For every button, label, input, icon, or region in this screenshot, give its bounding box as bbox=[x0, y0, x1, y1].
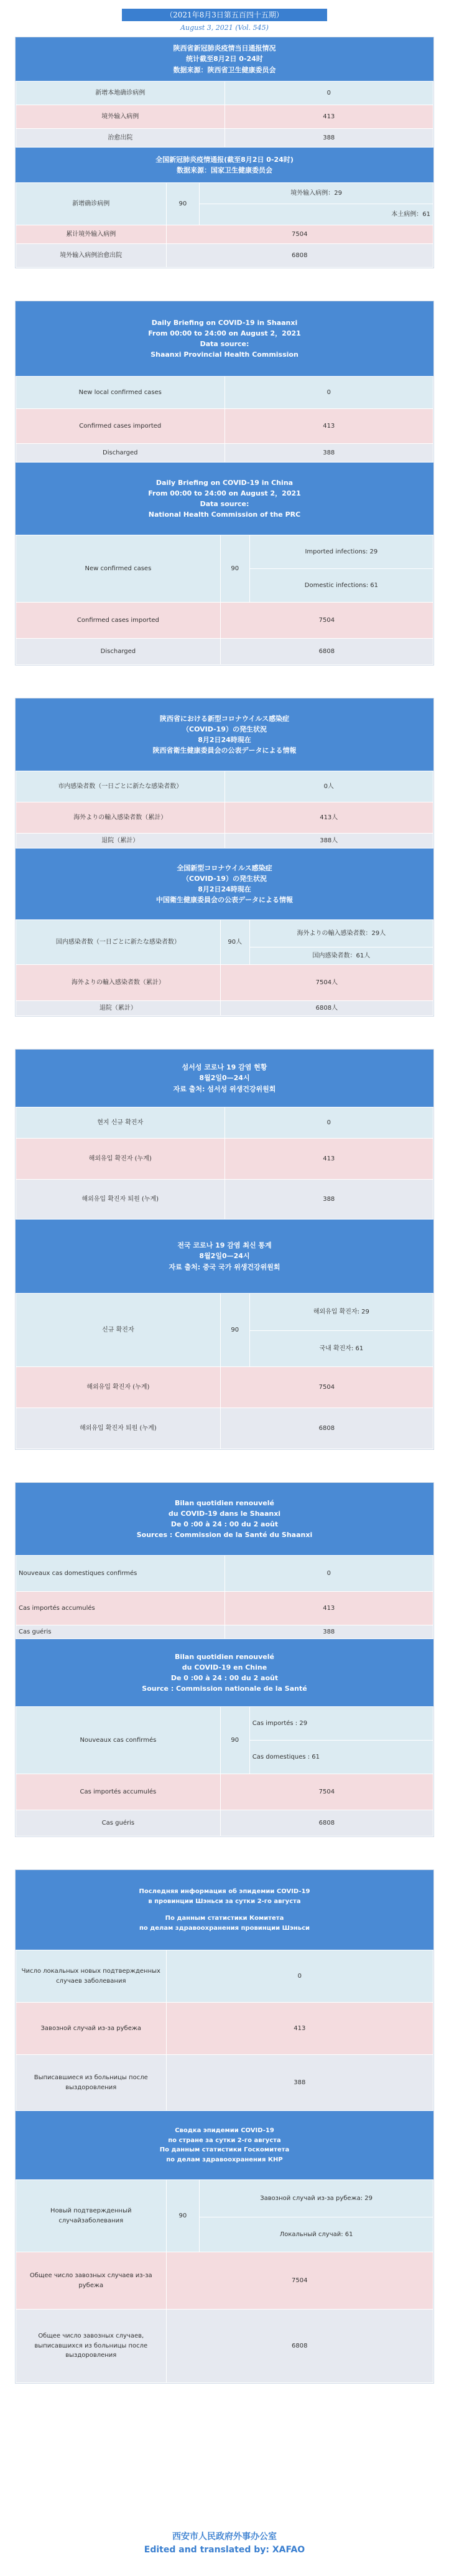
row-value: 6808 bbox=[220, 639, 433, 665]
ja-china-table bbox=[16, 919, 433, 1016]
table-row bbox=[16, 1408, 433, 1449]
ko-shaanxi-section bbox=[15, 1049, 434, 1450]
local-breakdown: 本土病例：61 bbox=[200, 204, 433, 225]
row-label: Cas guéris bbox=[16, 1810, 221, 1836]
row-label: 현지 신규 확진자 bbox=[16, 1107, 225, 1139]
table-row bbox=[16, 834, 433, 848]
imported-breakdown: 海外よりの輸入感染者数：29人 bbox=[249, 920, 433, 947]
imported-breakdown: Завозной случай из-за рубежа: 29 bbox=[200, 2180, 433, 2217]
row-value: 413 bbox=[166, 2003, 433, 2055]
ja-shaanxi-header bbox=[16, 698, 433, 771]
header-line: （COVID-19）の発生状況 bbox=[182, 725, 267, 733]
row-value: 388 bbox=[224, 1625, 433, 1639]
local-breakdown: Domestic infections: 61 bbox=[249, 569, 433, 603]
new-cases-total: 90 bbox=[166, 2180, 200, 2252]
imported-breakdown: Cas importés : 29 bbox=[249, 1707, 433, 1741]
header-line: 8月2日24時現在 bbox=[198, 736, 251, 744]
row-label: New local confirmed cases bbox=[16, 377, 225, 409]
row-label: 市内感染者数（一日ごとに新たな感染者数） bbox=[16, 771, 225, 802]
row-label: Confirmed cases imported bbox=[16, 409, 225, 444]
ko-china-header bbox=[16, 1220, 433, 1293]
new-cases-total: 90 bbox=[220, 535, 249, 603]
new-cases-label: New confirmed cases bbox=[16, 535, 221, 603]
local-breakdown: 国内感染者数：61人 bbox=[249, 947, 433, 965]
ru-china-table bbox=[16, 2179, 433, 2383]
local-breakdown: Локальный случай: 61 bbox=[200, 2217, 433, 2252]
new-cases-total: 90人 bbox=[220, 920, 249, 965]
table-row bbox=[16, 802, 433, 834]
table-row bbox=[16, 1950, 433, 2003]
header-line: По данным статистики Госкомитета bbox=[159, 2146, 290, 2153]
row-value: 413 bbox=[224, 1139, 433, 1180]
header-line: From 00:00 to 24:00 on August 2，2021 bbox=[148, 489, 301, 497]
table-row bbox=[16, 82, 433, 105]
page bbox=[0, 9, 449, 2576]
header-line: 8月2日24時現在 bbox=[198, 885, 251, 893]
row-value: 413 bbox=[224, 105, 433, 129]
table-row bbox=[16, 639, 433, 665]
row-label: 境外输入病例 bbox=[16, 105, 225, 129]
footer-org: 西安市人民政府外事办公室 bbox=[172, 2532, 277, 2542]
header-line: 全国新型コロナウイルス感染症 bbox=[177, 863, 272, 872]
row-value: 7504 bbox=[220, 1774, 433, 1810]
row-label: 退院（累計） bbox=[16, 834, 225, 848]
row-label: 해외유입 확진자 퇴원 (누계) bbox=[16, 1408, 221, 1449]
en-shaanxi-header bbox=[16, 301, 433, 376]
ru-shaanxi-section bbox=[15, 1869, 434, 2384]
header-line: 全国新冠肺炎疫情通报(截至8月2日 0-24时) bbox=[155, 155, 294, 164]
header-line: 陕西省新冠肺炎疫情当日通报情况 bbox=[173, 44, 276, 53]
row-value: 7504 bbox=[220, 1367, 433, 1408]
header-line: 数据来源：陕西省卫生健康委员会 bbox=[173, 65, 276, 74]
table-row bbox=[16, 2055, 433, 2111]
header-line: du COVID-19 en Chine bbox=[182, 1663, 267, 1671]
row-label: 境外输入病例治愈出院 bbox=[16, 244, 167, 268]
row-value: 388 bbox=[224, 444, 433, 463]
fr-shaanxi-table bbox=[16, 1555, 433, 1639]
ru-shaanxi-header bbox=[16, 1870, 433, 1950]
row-value: 7504 bbox=[166, 2252, 433, 2310]
row-value: 6808人 bbox=[220, 1001, 433, 1016]
row-value: 413 bbox=[224, 1592, 433, 1625]
header-line: 陝西省における新型コロナウイルス感染症 bbox=[159, 714, 290, 723]
header-line: Daily Briefing on COVID-19 in China bbox=[155, 478, 294, 487]
header-line: Сводка эпидемии COVID-19 bbox=[175, 2127, 274, 2134]
new-cases-label: Nouveaux cas confirmés bbox=[16, 1707, 221, 1774]
table-row bbox=[16, 1556, 433, 1592]
en-shaanxi-section bbox=[15, 301, 434, 665]
table-row bbox=[16, 1180, 433, 1220]
header-line: Data source: bbox=[200, 500, 249, 508]
row-value: 413人 bbox=[224, 802, 433, 834]
en-china-header bbox=[16, 463, 433, 535]
header-line: From 00:00 to 24:00 on August 2，2021 bbox=[148, 329, 301, 337]
fr-china-table bbox=[16, 1706, 433, 1836]
table-row bbox=[16, 965, 433, 1001]
header-line: 전국 코로나 19 감염 최신 통계 bbox=[177, 1241, 272, 1250]
row-label: 해외유입 확진자 (누계) bbox=[16, 1139, 225, 1180]
header-line: 统计截至8月2日 0-24时 bbox=[186, 55, 263, 63]
row-label: 退院（累計） bbox=[16, 1001, 221, 1016]
row-value: 388人 bbox=[224, 834, 433, 848]
table-row bbox=[16, 771, 433, 802]
header-line: 陝西省衛生健康委員会の公表データによる情報 bbox=[152, 746, 297, 755]
row-value: 0 bbox=[224, 1556, 433, 1592]
zh-shaanxi-header bbox=[16, 37, 433, 81]
row-value: 6808 bbox=[166, 244, 433, 268]
imported-breakdown: 해외유입 확진자: 29 bbox=[249, 1294, 433, 1331]
table-row bbox=[16, 1707, 433, 1741]
table-row bbox=[16, 2003, 433, 2055]
table-row bbox=[16, 1625, 433, 1639]
table-row bbox=[16, 1001, 433, 1016]
header-line: Последняя информация об эпидемии COVID-19 bbox=[139, 1888, 310, 1895]
ko-china-table bbox=[16, 1293, 433, 1449]
row-label: 治愈出院 bbox=[16, 129, 225, 148]
zh-shaanxi-section bbox=[15, 37, 434, 268]
header-line: Bilan quotidien renouvelé bbox=[174, 1652, 275, 1661]
row-label: Cas guéris bbox=[16, 1625, 225, 1639]
header-line: по делам здравоохранения КНР bbox=[166, 2156, 283, 2163]
table-row bbox=[16, 1810, 433, 1836]
ru-china-header bbox=[16, 2111, 433, 2179]
header-line: （COVID-19）の発生状況 bbox=[182, 874, 267, 883]
header-line: De 0 :00 à 24 : 00 du 2 août bbox=[170, 1674, 279, 1682]
row-label: 해외유입 확진자 (누계) bbox=[16, 1367, 221, 1408]
issue-banner: （2021年8月3日第五百四十五期） bbox=[122, 9, 327, 21]
header-line: De 0 :00 à 24 : 00 du 2 août bbox=[170, 1520, 279, 1528]
row-value: 6808 bbox=[166, 2310, 433, 2383]
ru-shaanxi-table bbox=[16, 1950, 433, 2111]
row-value: 388 bbox=[166, 2055, 433, 2111]
header-line: Data source: bbox=[200, 340, 249, 348]
table-row bbox=[16, 183, 433, 204]
row-label: Cas importés accumulés bbox=[16, 1592, 225, 1625]
new-cases-total: 90 bbox=[220, 1294, 249, 1367]
table-row bbox=[16, 603, 433, 639]
table-row bbox=[16, 105, 433, 129]
row-label: Выписавшиеся из больницы после выздоровления bbox=[16, 2055, 167, 2111]
header-line: 8월2일0—24시 bbox=[199, 1252, 250, 1261]
header-line: по делам здравоохранения провинции Шэньси bbox=[139, 1924, 310, 1932]
row-label: Общее число завозных случаев из-за рубежа bbox=[16, 2252, 167, 2310]
header-line: в провинции Шэньси за сутки 2-го августа bbox=[148, 1897, 301, 1905]
new-cases-label: 国内感染者数（一日ごとに新たな感染者数） bbox=[16, 920, 221, 965]
en-shaanxi-table bbox=[16, 376, 433, 463]
ja-shaanxi-table bbox=[16, 771, 433, 848]
fr-shaanxi-header bbox=[16, 1483, 433, 1555]
table-row bbox=[16, 1139, 433, 1180]
header-line: 8월2일0—24시 bbox=[199, 1074, 250, 1083]
ko-shaanxi-table bbox=[16, 1107, 433, 1220]
fr-shaanxi-section bbox=[15, 1482, 434, 1837]
header-line: Source : Commission nationale de la Santé bbox=[142, 1685, 307, 1693]
header-line: 数据来源：国家卫生健康委员会 bbox=[177, 166, 272, 174]
row-label: Confirmed cases imported bbox=[16, 603, 221, 639]
new-cases-total: 90 bbox=[220, 1707, 249, 1774]
row-label: 累计境外输入病例 bbox=[16, 225, 167, 244]
table-row bbox=[16, 1294, 433, 1331]
row-value: 7504 bbox=[220, 603, 433, 639]
new-cases-label: 新增确诊病例 bbox=[16, 183, 167, 225]
table-row bbox=[16, 1774, 433, 1810]
row-value: 388 bbox=[224, 1180, 433, 1220]
table-row bbox=[16, 377, 433, 409]
table-row bbox=[16, 1107, 433, 1139]
zh-china-header bbox=[16, 148, 433, 182]
row-value: 413 bbox=[224, 409, 433, 444]
row-value: 7504 bbox=[166, 225, 433, 244]
row-label: Общее число завозных случаев, выписавшихся из больницы после выздоровления bbox=[16, 2310, 167, 2383]
zh-shaanxi-table bbox=[16, 81, 433, 148]
table-row bbox=[16, 1367, 433, 1408]
row-label: 新增本地确诊病例 bbox=[16, 82, 225, 105]
header-line: По данным статистики Комитета bbox=[165, 1915, 284, 1922]
row-value: 0 bbox=[224, 377, 433, 409]
row-label: Число локальных новых подтвержденных случаев заболевания bbox=[16, 1950, 167, 2003]
header-line: du COVID-19 dans le Shaanxi bbox=[168, 1509, 281, 1518]
row-value: 6808 bbox=[220, 1408, 433, 1449]
local-breakdown: 국내 확진자: 61 bbox=[249, 1331, 433, 1367]
table-row bbox=[16, 225, 433, 244]
footer bbox=[0, 2530, 449, 2555]
header-line: Sources : Commission de la Santé du Shaanxi bbox=[136, 1531, 313, 1539]
row-value: 388 bbox=[224, 129, 433, 148]
row-label: Discharged bbox=[16, 639, 221, 665]
table-row bbox=[16, 129, 433, 148]
table-row bbox=[16, 920, 433, 947]
table-row bbox=[16, 2252, 433, 2310]
header-line: по стране за сутки 2-го августа bbox=[168, 2136, 281, 2144]
new-cases-total: 90 bbox=[166, 183, 200, 225]
local-breakdown: Cas domestiques : 61 bbox=[249, 1741, 433, 1774]
table-row bbox=[16, 2180, 433, 2217]
row-value: 0 bbox=[166, 1950, 433, 2003]
row-label: 海外よりの輸入感染者数（累計） bbox=[16, 965, 221, 1001]
row-label: 해외유입 확진자 퇴원 (누계) bbox=[16, 1180, 225, 1220]
row-value: 0 bbox=[224, 1107, 433, 1139]
zh-china-table bbox=[16, 182, 433, 268]
header-line: National Health Commission of the PRC bbox=[148, 510, 301, 519]
row-value: 0人 bbox=[224, 771, 433, 802]
row-label: 海外よりの輸入感染者数（累計） bbox=[16, 802, 225, 834]
row-label: Discharged bbox=[16, 444, 225, 463]
table-row bbox=[16, 2310, 433, 2383]
footer-credit: Edited and translated by: XAFAO bbox=[144, 2545, 305, 2555]
header-line: 中国衛生健康委員会の公表データによる情報 bbox=[156, 896, 293, 905]
table-row bbox=[16, 1592, 433, 1625]
new-cases-label: 신규 확진자 bbox=[16, 1294, 221, 1367]
header-line: Daily Briefing on COVID-19 in Shaanxi bbox=[151, 318, 298, 327]
row-value: 7504人 bbox=[220, 965, 433, 1001]
fr-china-header bbox=[16, 1639, 433, 1706]
imported-breakdown: 境外输入病例：29 bbox=[200, 183, 433, 204]
table-row bbox=[16, 409, 433, 444]
header-line: Bilan quotidien renouvelé bbox=[174, 1498, 275, 1507]
issue-date: August 3, 2021 (Vol. 545) bbox=[180, 24, 269, 32]
ko-shaanxi-header bbox=[16, 1050, 433, 1107]
table-row bbox=[16, 244, 433, 268]
ja-shaanxi-section bbox=[15, 698, 434, 1017]
header-line: Shaanxi Provincial Health Commission bbox=[150, 350, 299, 359]
row-value: 0 bbox=[224, 82, 433, 105]
header-line: 자료 출처: 중국 국가 위생건강위원회 bbox=[169, 1262, 280, 1271]
row-label: Cas importés accumulés bbox=[16, 1774, 221, 1810]
en-china-table bbox=[16, 535, 433, 665]
row-value: 6808 bbox=[220, 1810, 433, 1836]
table-row bbox=[16, 535, 433, 569]
row-label: Nouveaux cas domestiques confirmés bbox=[16, 1556, 225, 1592]
table-row bbox=[16, 444, 433, 463]
row-label: Завозной случай из-за рубежа bbox=[16, 2003, 167, 2055]
imported-breakdown: Imported infections: 29 bbox=[249, 535, 433, 569]
header-line: 섬서성 코로나 19 감염 현황 bbox=[182, 1063, 267, 1072]
header-line: 자료 출처: 섬서성 위생건강위원회 bbox=[173, 1084, 276, 1093]
ja-china-header bbox=[16, 848, 433, 919]
new-cases-label: Новый подтвержденный случайзаболевания bbox=[16, 2180, 167, 2252]
